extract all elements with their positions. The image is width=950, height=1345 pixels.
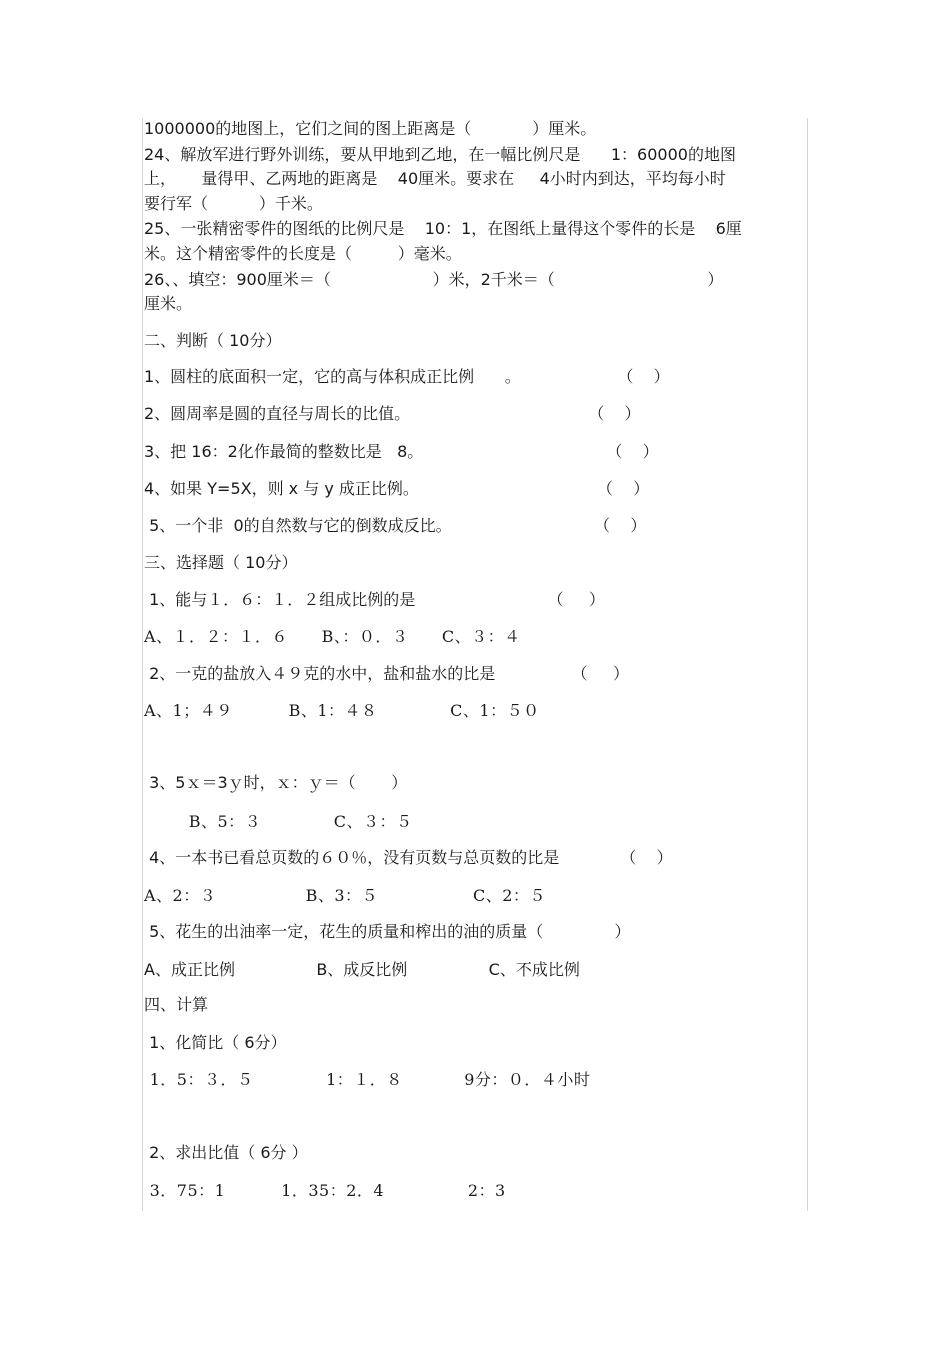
choice-question-5: 5、花生的出油率一定，花生的质量和榨出的油的质量（ ）	[144, 922, 631, 941]
question-26-line-1: 26、、填空：900厘米＝（ ）米，2千米＝（ ）	[144, 270, 724, 289]
question-26-line-2: 厘米。	[144, 294, 193, 313]
choice-question-1-options: A、１．２：１．６ B、：０．３ C、３：４	[144, 627, 521, 646]
question-23-continuation: 1000000的地图上，它们之间的图上距离是（ ）厘米。	[144, 119, 597, 138]
judgement-item-4: 4、如果 Y=5X，则 x 与 y 成正比例。 （ ）	[144, 479, 650, 498]
section-calculation-heading: 四、计算	[144, 995, 209, 1014]
choice-question-3: 3、5ｘ＝3ｙ时，ｘ：ｙ＝（ ）	[144, 773, 408, 792]
calculation-item-1-heading: 1、化简比（ 6分）	[144, 1033, 287, 1052]
choice-question-2: 2、一克的盐放入４９克的水中，盐和盐水的比是 （ ）	[144, 664, 629, 683]
section-choice-heading: 三、选择题（ 10分）	[144, 553, 298, 572]
calculation-item-1-ratios: 1．5：３．５ 1：１．８ 9分：０．４小时	[144, 1070, 591, 1089]
calculation-item-2-heading: 2、求出比值（ 6分 ）	[144, 1143, 308, 1162]
question-24-line-3: 要行军（ ）千米。	[144, 194, 323, 213]
choice-question-3-options: B、5：３ C、３：５	[144, 812, 413, 831]
judgement-item-2: 2、圆周率是圆的直径与周长的比值。 （ ）	[144, 404, 641, 423]
judgement-item-1: 1、圆柱的底面积一定，它的高与体积成正比例 。 （ ）	[144, 367, 670, 386]
judgement-item-3: 3、把 16：2化作最简的整数比是 8。 （ ）	[144, 442, 659, 461]
question-24-line-2: 上， 量得甲、乙两地的距离是 40厘米。要求在 4小时内到达，平均每小时	[144, 169, 726, 188]
question-25-line-1: 25、一张精密零件的图纸的比例尺是 10：1，在图纸上量得这个零件的长是 6厘	[144, 219, 742, 238]
choice-question-4-options: A、2：３ B、3：５ C、2：５	[144, 886, 546, 905]
choice-question-1: 1、能与１．６：１．２组成比例的是 （ ）	[144, 590, 605, 609]
section-judgement-heading: 二、判断（ 10分）	[144, 331, 282, 350]
choice-question-5-options: A、成正比例 B、成反比例 C、不成比例	[144, 960, 580, 979]
question-25-line-2: 米。这个精密零件的长度是（ ）毫米。	[144, 244, 462, 263]
calculation-item-2-ratios: 3．75：1 1．35：2．4 2：3	[144, 1181, 506, 1200]
choice-question-4: 4、一本书已看总页数的６０％，没有页数与总页数的比是 （ ）	[144, 848, 673, 867]
choice-question-2-options: A、1；４９ B、1：４８ C、1：５０	[144, 701, 540, 720]
judgement-item-5: 5、一个非 0的自然数与它的倒数成反比。 （ ）	[144, 516, 647, 535]
question-24-line-1: 24、解放军进行野外训练，要从甲地到乙地，在一幅比例尺是 1：60000的地图	[144, 145, 736, 164]
